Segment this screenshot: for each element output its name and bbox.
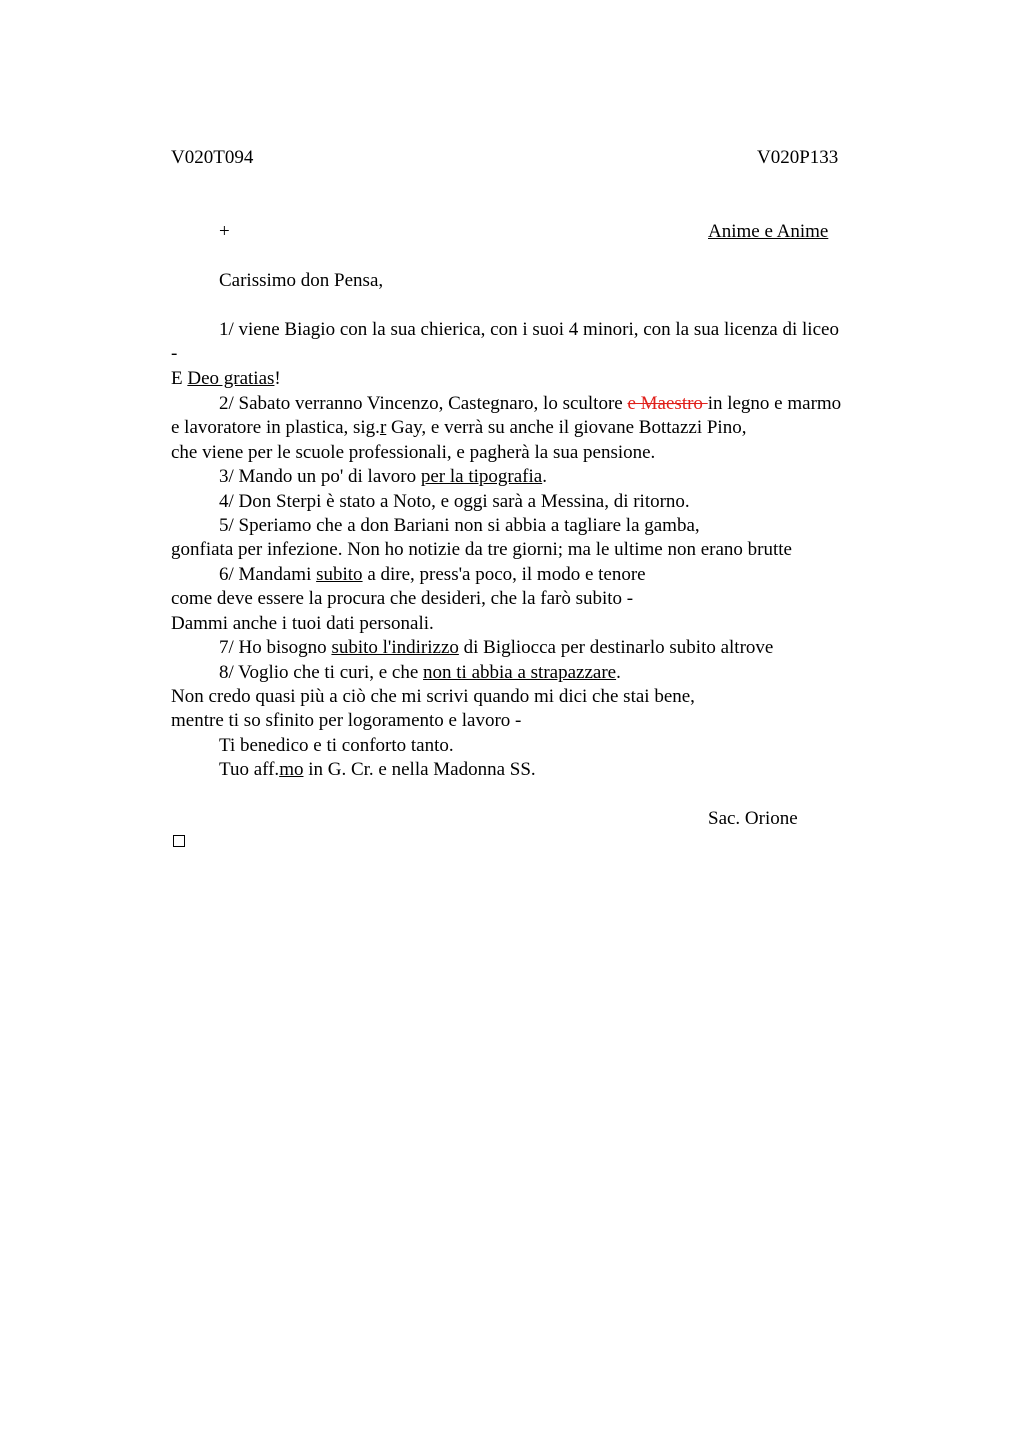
letter-line-2-pre: E	[171, 368, 188, 389]
letter-line-6-pre: 3/ Mando un po' di lavoro	[219, 466, 421, 487]
letter-line-17: Ti benedico e ti conforto tanto.	[219, 735, 454, 756]
tipografia-underlined: per la tipografia	[420, 466, 543, 487]
letter-line-9: gonfiata per infezione. Non ho notizie da tre giorni; ma le ultime non erano brutte	[171, 539, 792, 560]
letter-line-1: 1/ viene Biagio con la sua chierica, con i suoi 4 minori, con la sua licenza di liceo	[219, 319, 839, 340]
letter-line-3	[219, 392, 841, 416]
cross-symbol: +	[219, 221, 230, 242]
letter-line-2	[171, 367, 281, 391]
sig-r-underlined: r	[379, 417, 387, 438]
letter-line-10	[219, 563, 646, 587]
letter-line-7: 4/ Don Sterpi è stato a Noto, e oggi sarà a Messina, di ritorno.	[219, 491, 690, 512]
salutation: Carissimo don Pensa,	[219, 270, 384, 291]
letter-line-13-pre: 7/ Ho bisogno	[219, 637, 332, 658]
letter-line-13-post: di Bigliocca per destinarlo subito altrove	[458, 637, 774, 658]
letter-line-1-dash: -	[171, 343, 178, 364]
letter-line-18	[219, 758, 536, 782]
letter-line-10-post: a dire, press'a poco, il modo e tenore	[362, 564, 646, 585]
letter-line-14-post: .	[616, 662, 621, 683]
strapazzare-underlined: non ti abbia a strapazzare	[423, 662, 617, 683]
letter-line-10-pre: 6/ Mandami	[219, 564, 317, 585]
letter-line-4-post: Gay, e verrà su anche il giovane Bottazzi Pino,	[386, 417, 747, 438]
subito-underlined: subito	[316, 564, 363, 585]
letter-line-18-pre: Tuo aff.	[219, 759, 280, 780]
letter-line-18-post: in G. Cr. e nella Madonna SS.	[303, 759, 536, 780]
letter-line-8: 5/ Speriamo che a don Bariani non si abbia a tagliare la gamba,	[219, 515, 700, 536]
letter-line-14-pre: 8/ Voglio che ti curi, e che	[219, 662, 424, 683]
letter-line-4	[171, 416, 746, 440]
mo-underlined: mo	[279, 759, 304, 780]
letter-line-5: che viene per le scuole professionali, e pagherà la sua pensione.	[171, 442, 656, 463]
letter-line-6-post: .	[542, 466, 547, 487]
document-code-left: V020T094	[171, 147, 254, 168]
letter-line-4-pre: e lavoratore in plastica, sig.	[171, 417, 380, 438]
letter-line-3-pre: 2/ Sabato verranno Vincenzo, Castegnaro, lo scultore	[219, 393, 628, 414]
deo-gratias-underlined: Deo gratias	[187, 368, 275, 389]
letter-line-2-post: !	[274, 368, 281, 389]
letter-line-15: Non credo quasi più a ciò che mi scrivi quando mi dici che stai bene,	[171, 686, 695, 707]
letter-line-13	[219, 636, 773, 660]
letter-line-3-post: in legno e marmo	[707, 393, 842, 414]
signature: Sac. Orione	[708, 808, 798, 829]
struck-through-text: e Maestro	[627, 393, 708, 414]
letter-line-12: Dammi anche i tuoi dati personali.	[171, 613, 434, 634]
letter-line-14	[219, 661, 621, 685]
checkbox-square-icon	[173, 835, 185, 847]
indirizzo-underlined: subito l'indirizzo	[331, 637, 459, 658]
motto: Anime e Anime	[708, 221, 829, 242]
letter-line-16: mentre ti so sfinito per logoramento e lavoro -	[171, 710, 522, 731]
document-code-right: V020P133	[757, 147, 839, 168]
letter-line-11: come deve essere la procura che desideri, che la farò subito -	[171, 588, 634, 609]
letter-line-6	[219, 465, 547, 489]
